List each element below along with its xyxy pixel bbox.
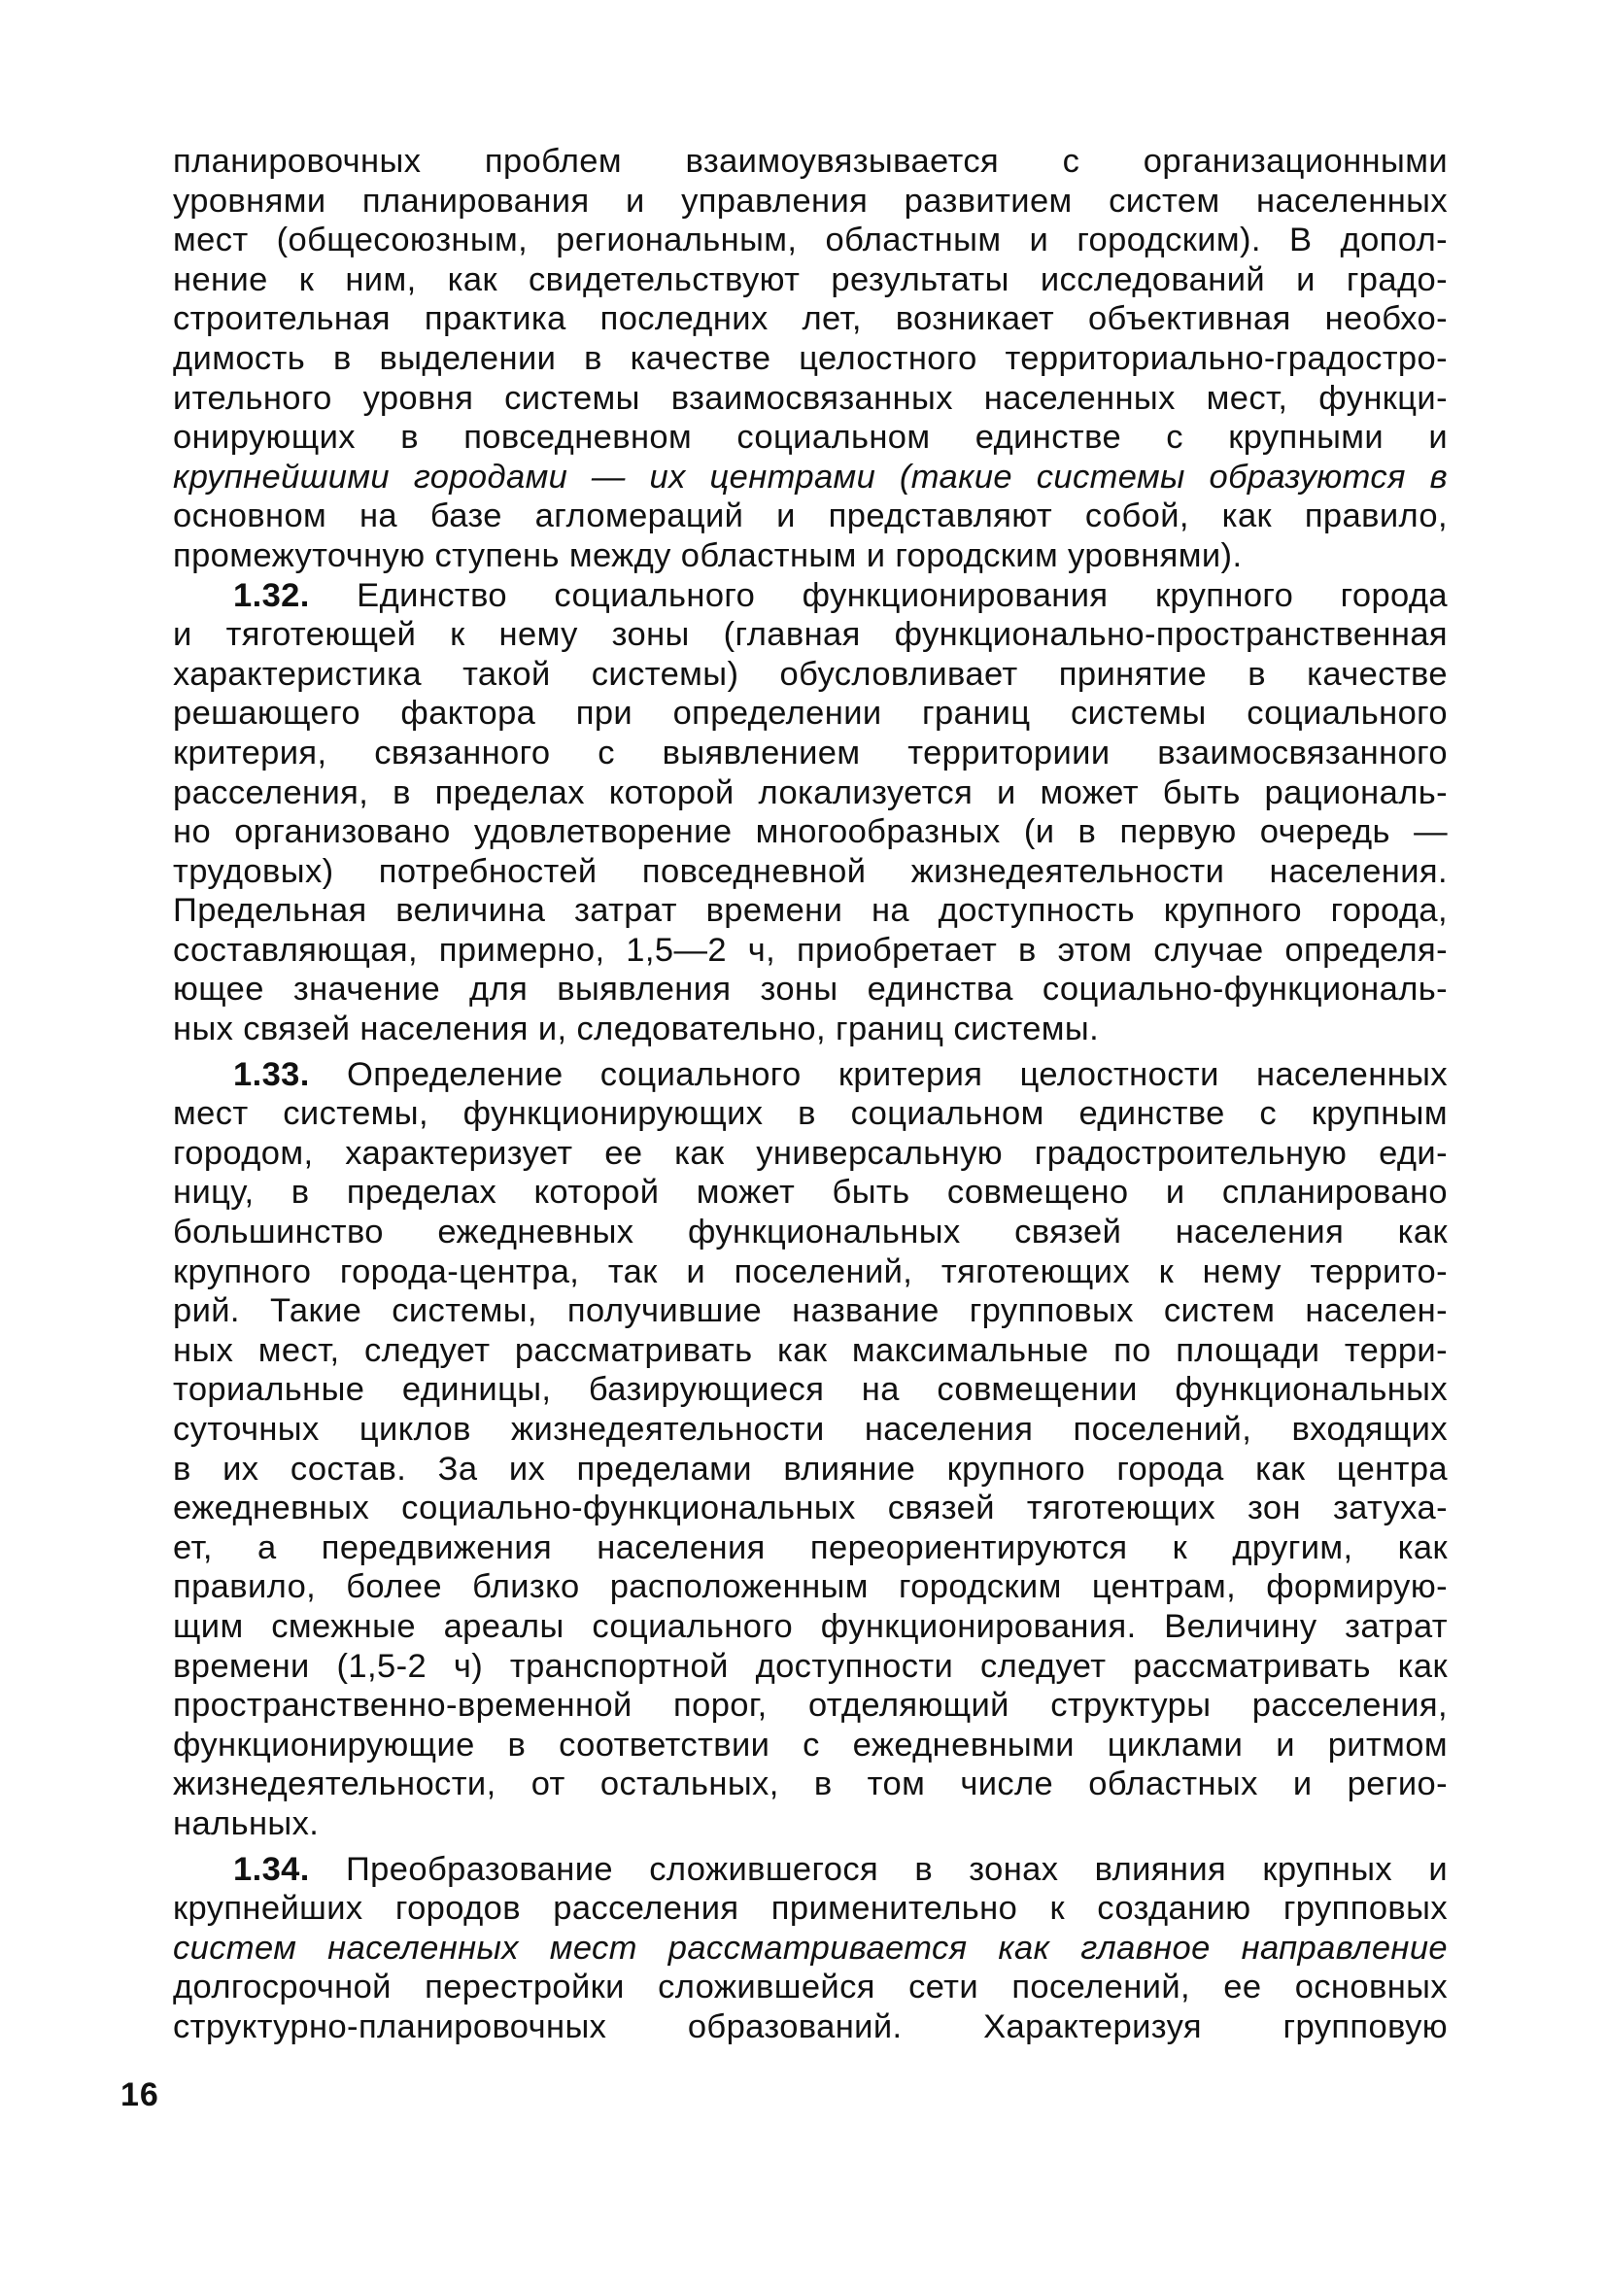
text-line: расселения, в пределах которой локализуется и может быть рациональ- — [173, 773, 1448, 811]
text-line: но организовано удовлетворение многообразных (и в первую очередь — — [173, 813, 1448, 851]
text-line: городом, характеризует ее как универсальную градостроительную еди- — [173, 1134, 1448, 1172]
text-line: систем населенных мест рассматривается как главное направление — [173, 1929, 1448, 1967]
text-line: крупного города-центра, так и поселений, тяготеющих к нему террито- — [173, 1252, 1448, 1290]
paragraph-1-33 — [173, 1055, 1448, 1844]
text-line-first — [173, 576, 1448, 616]
text-line: решающего фактора при определении границ системы социального — [173, 695, 1448, 733]
text-line-content: Единство социального функционирования крупного города — [309, 576, 1448, 614]
text-line: основном на базе агломераций и представляют собой, как правило, — [173, 497, 1448, 535]
text-line: трудовых) потребностей повседневной жизнедеятельности населения. — [173, 852, 1448, 890]
text-line: ных мест, следует рассматривать как максимальные по площади терри- — [173, 1331, 1448, 1369]
text-line: ницу, в пределах которой может быть совмещено и спланировано — [173, 1174, 1448, 1212]
text-line: ет, а передвижения населения переориентируются к другим, как — [173, 1528, 1448, 1566]
text-line: нальных. — [173, 1804, 320, 1842]
text-line: ежедневных социально-функциональных связей тяготеющих зон затуха- — [173, 1490, 1448, 1527]
text-line: функционирующие в соответствии с ежедневными циклами и ритмом — [173, 1726, 1448, 1764]
text-line: большинство ежедневных функциональных связей населения как — [173, 1214, 1448, 1251]
text-line: онирующих в повседневном социальном единстве с крупными и — [173, 419, 1448, 457]
text-line: в их состав. За их пределами влияние крупного города как центра — [173, 1450, 1448, 1488]
text-line: щим смежные ареалы социального функционирования. Величину затрат — [173, 1607, 1448, 1645]
text-line: времени (1,5-2 ч) транспортной доступности следует рассматривать как — [173, 1647, 1448, 1685]
text-line: и тяготеющей к нему зоны (главная функционально-пространственная — [173, 616, 1448, 654]
text-line: критерия, связанного с выявлением территориии взаимосвязанного — [173, 734, 1448, 771]
text-column — [173, 142, 1448, 2047]
paragraph-1-34 — [173, 1850, 1448, 2047]
text-line: ных связей населения и, следовательно, границ системы. — [173, 1011, 1100, 1048]
text-line: суточных циклов жизнедеятельности населения поселений, входящих — [173, 1411, 1448, 1448]
text-line: мест (общесоюзным, региональным, областным и городским). В допол- — [173, 222, 1448, 259]
text-line: димость в выделении в качестве целостного территориально-градостро- — [173, 339, 1448, 377]
text-line-content: Преобразование сложившегося в зонах влияния крупных и — [309, 1850, 1448, 1888]
text-line: ториальные единицы, базирующиеся на совмещении функциональных — [173, 1371, 1448, 1409]
text-line: промежуточную ступень между областным и городским уровнями). — [173, 536, 1243, 574]
text-line: крупнейших городов расселения применительно к созданию групповых — [173, 1890, 1448, 1928]
text-line: крупнейшими городами — их центрами (такие системы образуются в — [173, 458, 1448, 496]
text-line: уровнями планирования и управления развитием систем населенных — [173, 182, 1448, 220]
text-line: планировочных проблем взаимоувязывается с организационными — [173, 143, 1448, 180]
section-number: 1.32. — [233, 576, 310, 614]
text-line: долгосрочной перестройки сложившейся сети поселений, ее основных — [173, 1969, 1448, 2006]
text-line: ительного уровня системы взаимосвязанных населенных мест, функци- — [173, 379, 1448, 417]
text-line: составляющая, примерно, 1,5—2 ч, приобретает в этом случае определя- — [173, 931, 1448, 969]
text-line-content: Определение социального критерия целостности населенных — [309, 1055, 1448, 1093]
text-line: характеристика такой системы) обусловливает принятие в качестве — [173, 655, 1448, 693]
text-line: ющее значение для выявления зоны единства социально-функциональ- — [173, 971, 1448, 1009]
paragraph-1-32 — [173, 576, 1448, 1049]
text-line: рий. Такие системы, получившие название групповых систем населен- — [173, 1292, 1448, 1330]
page-number: 16 — [120, 2076, 159, 2113]
paragraph-intro — [173, 142, 1448, 576]
text-line: строительная практика последних лет, возникает объективная необхо- — [173, 300, 1448, 338]
text-line-first — [173, 1850, 1448, 1890]
section-number: 1.33. — [233, 1055, 310, 1093]
text-line-first — [173, 1055, 1448, 1095]
text-line: структурно-планировочных образований. Характеризуя групповую — [173, 2007, 1448, 2045]
section-number: 1.34. — [233, 1850, 310, 1888]
text-line: Предельная величина затрат времени на доступность крупного города, — [173, 892, 1448, 930]
text-line: правило, более близко расположенным городским центрам, формирую- — [173, 1568, 1448, 1606]
text-line: мест системы, функционирующих в социальном единстве с крупным — [173, 1095, 1448, 1133]
text-line: нение к ним, как свидетельствуют результаты исследований и градо- — [173, 260, 1448, 298]
text-line: пространственно-временной порог, отделяющий структуры расселения, — [173, 1687, 1448, 1725]
text-line: жизнедеятельности, от остальных, в том числе областных и регио- — [173, 1765, 1448, 1803]
